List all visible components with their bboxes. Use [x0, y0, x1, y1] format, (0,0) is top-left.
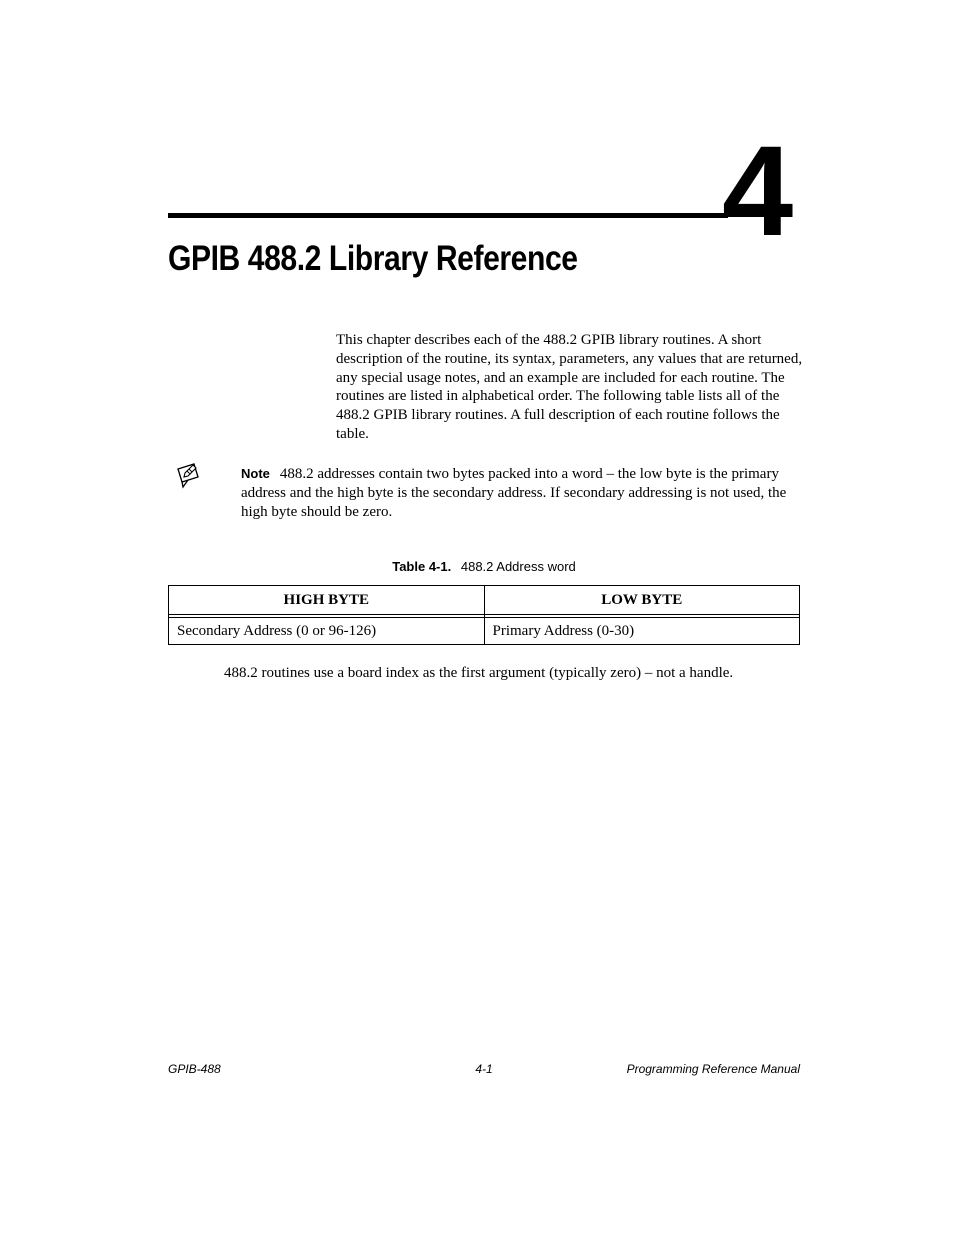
table-header-row: [169, 586, 800, 615]
chapter-number: 4: [722, 120, 790, 263]
table-caption-label: Table 4-1.: [392, 559, 452, 574]
footer-page-number: 4-1: [475, 1062, 493, 1076]
column-header-low-byte: LOW BYTE: [484, 586, 800, 615]
note-text: 488.2 addresses contain two bytes packed into a word – the low byte is the primary address and the high byte is the secondary address. If secondary addressing is not used, the high byte should be zero.: [241, 466, 787, 520]
column-header-high-byte: HIGH BYTE: [169, 586, 485, 615]
note-block: [241, 465, 806, 521]
footer-manual-title: Programming Reference Manual: [626, 1062, 800, 1076]
intro-paragraph: This chapter describes each of the 488.2 GPIB library routines. A short description of the routine, its syntax, parameters, any values that are returned, any special usage notes, and an example are included for each routine. The routines are listed in alphabetical order. The following table lists all of the 488.2 GPIB library routines. A full description of each routine follows the table.: [336, 332, 803, 442]
cell-secondary-address: Secondary Address (0 or 96-126): [169, 618, 485, 645]
chapter-rule: [168, 213, 728, 218]
table-caption: [168, 558, 800, 576]
cell-primary-address: Primary Address (0-30): [484, 618, 800, 645]
board-index-paragraph: 488.2 routines use a board index as the first argument (typically zero) – not a handle.: [224, 665, 734, 681]
table-row: [169, 618, 800, 645]
address-word-table: [168, 585, 800, 645]
table-caption-text: 488.2 Address word: [460, 559, 576, 574]
chapter-title: GPIB 488.2 Library Reference: [168, 239, 578, 278]
note-pencil-icon: [176, 461, 204, 489]
note-label: Note: [241, 466, 270, 481]
footer-product: GPIB-488: [168, 1062, 221, 1076]
